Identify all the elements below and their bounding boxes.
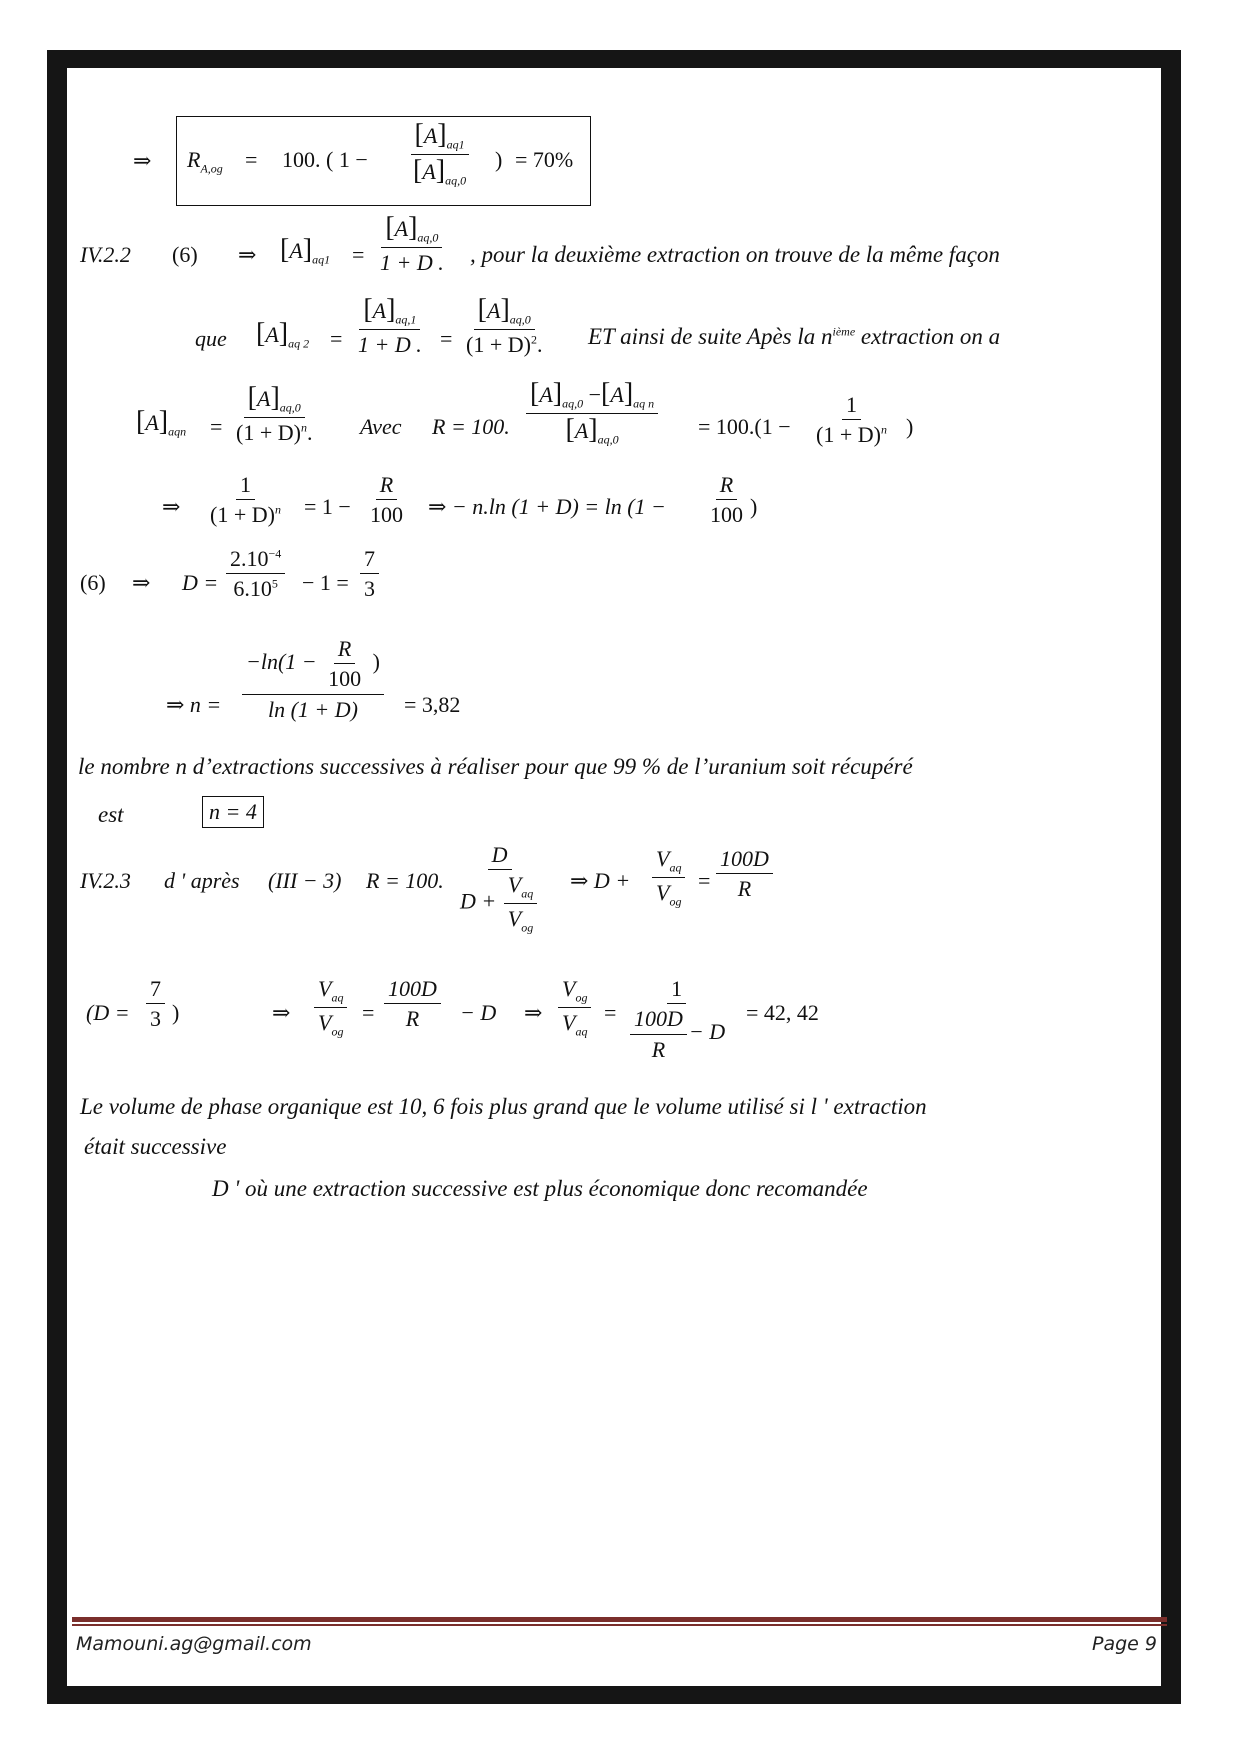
- result-value: = 70%: [515, 147, 574, 172]
- equals: =: [210, 414, 223, 439]
- a-concentration: $[A]_{aq1}$: [280, 234, 331, 267]
- conclusion-text: était successive: [84, 1134, 227, 1159]
- r-definition: R = 100.: [432, 414, 510, 439]
- fraction: $\frac{[A]_{aq,0}}{1 + D .}$: [380, 212, 444, 276]
- fraction: $\frac{V_{aq}}{V_{og}}$: [648, 846, 689, 909]
- equals: =: [245, 147, 258, 172]
- result-value: = 3,82: [404, 692, 461, 717]
- equation-ref: (6): [80, 570, 106, 595]
- arrow-symbol: ⇒: [133, 148, 152, 173]
- footer-rule: [72, 1617, 1167, 1622]
- equals-expression: = 1 −: [304, 494, 351, 519]
- coefficient: 100. ( 1 −: [282, 147, 368, 172]
- footer-email: Mamouni.ag@gmail.com: [76, 1633, 312, 1655]
- que-word: que: [195, 326, 227, 351]
- section-label: IV.2.2: [80, 242, 131, 267]
- fraction: $\frac{[A]_{aq,0} -[A]_{aq n}}{[A]_{aq,0}}$: [522, 380, 662, 447]
- arrow-symbol: ⇒: [272, 1000, 291, 1025]
- n-lhs: ⇒ n =: [166, 692, 222, 717]
- explanation-text: ET ainsi de suite Apès la $n^{ième}$ extraction on a: [588, 324, 1001, 349]
- arrow-symbol: ⇒: [162, 494, 181, 519]
- equals: =: [698, 868, 711, 893]
- conclusion-text: D ' où une extraction successive est plus économique donc recomandée: [212, 1176, 868, 1201]
- arrow-expression: ⇒ D +: [570, 868, 631, 893]
- arrow-symbol: ⇒: [524, 1000, 543, 1025]
- fraction: $\frac{R}{100}$: [710, 472, 743, 528]
- ln-expression: ⇒ − n.ln (1 + D) = ln (1 −: [428, 494, 666, 519]
- est-word: est: [98, 802, 124, 827]
- fraction: 1 $\frac{100D}{R}$ − D: [620, 976, 733, 1062]
- boxed-result-r: [176, 116, 591, 206]
- a-concentration: $[A]_{aq 2}$: [256, 318, 310, 351]
- equation-ref: (6): [172, 242, 198, 267]
- fraction: $\frac{7}{3}$: [142, 976, 169, 1032]
- d-lhs: D =: [182, 570, 219, 595]
- equals: =: [352, 242, 365, 267]
- d-value-open: (D =: [86, 1000, 130, 1025]
- fraction: $\frac{100D}{R}$: [712, 846, 777, 902]
- a-concentration: $[A]_{aqn}$: [136, 406, 187, 439]
- fraction: $\frac{[A]_{aq,1}}{1 + D .}$: [358, 294, 422, 358]
- fraction: $\frac{[A]_{aq,0}}{(1 + D)^2.}$: [466, 294, 543, 358]
- minus-expression: − 1 =: [302, 570, 349, 595]
- equation-ref: (III − 3): [268, 868, 342, 893]
- explanation-text: , pour la deuxième extraction on trouve de la même façon: [470, 242, 1000, 267]
- fraction: $\frac{V_{og}}{V_{aq}}$: [554, 976, 595, 1039]
- arrow-symbol: ⇒: [132, 570, 151, 595]
- fraction: $\frac{7}{3}$: [356, 546, 383, 602]
- arrow-symbol: ⇒: [238, 242, 257, 267]
- fraction: −ln(1 − $\frac{R}{100}$ ) ln (1 + D): [238, 636, 388, 722]
- equals: =: [440, 326, 453, 351]
- equals-expression: = 100.(1 −: [698, 414, 791, 439]
- fraction: $\frac{100D}{R}$: [380, 976, 445, 1032]
- close-paren: ): [172, 1000, 180, 1025]
- fraction: $\frac{2.10^{-4}}{6.10^5}$: [222, 546, 289, 602]
- fraction: $\frac{[A]_{aq,0}}{(1 + D)^n.}$: [236, 382, 313, 446]
- fraction: $\frac{[A]_{aq1}}{[A]_{aq,0}}$: [405, 121, 474, 188]
- fraction: D D + $\frac{V_{aq}}{V_{og}}$: [452, 842, 547, 936]
- dapres-word: d ' après: [164, 868, 240, 893]
- section-label: IV.2.3: [80, 868, 131, 893]
- fraction: $\frac{V_{aq}}{V_{og}}$: [310, 976, 351, 1039]
- avec-word: Avec: [360, 414, 402, 439]
- fraction: $\frac{1}{(1 + D)^n}$: [210, 472, 281, 528]
- close-paren: ): [750, 494, 758, 519]
- close-paren: ): [906, 414, 914, 439]
- equals: =: [330, 326, 343, 351]
- fraction: $\frac{R}{100}$: [370, 472, 403, 528]
- fraction: $\frac{1}{(1 + D)^n}$: [816, 392, 887, 448]
- minus-d: − D: [460, 1000, 497, 1025]
- close-paren: ): [495, 147, 503, 172]
- equals: =: [604, 1000, 617, 1025]
- r-definition: R = 100.: [366, 868, 444, 893]
- footer-rule: [72, 1624, 1167, 1626]
- explanation-text: le nombre n d’extractions successives à réaliser pour que 99 % de l’uranium soit récupéré: [78, 754, 913, 779]
- page-number: Page 9: [1092, 1633, 1157, 1655]
- conclusion-text: Le volume de phase organique est 10, 6 fois plus grand que le volume utilisé si l ' extraction: [80, 1094, 927, 1119]
- boxed-n-result: n = 4: [202, 796, 264, 828]
- r-symbol: $R_{A,og}$: [187, 147, 223, 176]
- equals: =: [362, 1000, 375, 1025]
- result-value: = 42, 42: [746, 1000, 819, 1025]
